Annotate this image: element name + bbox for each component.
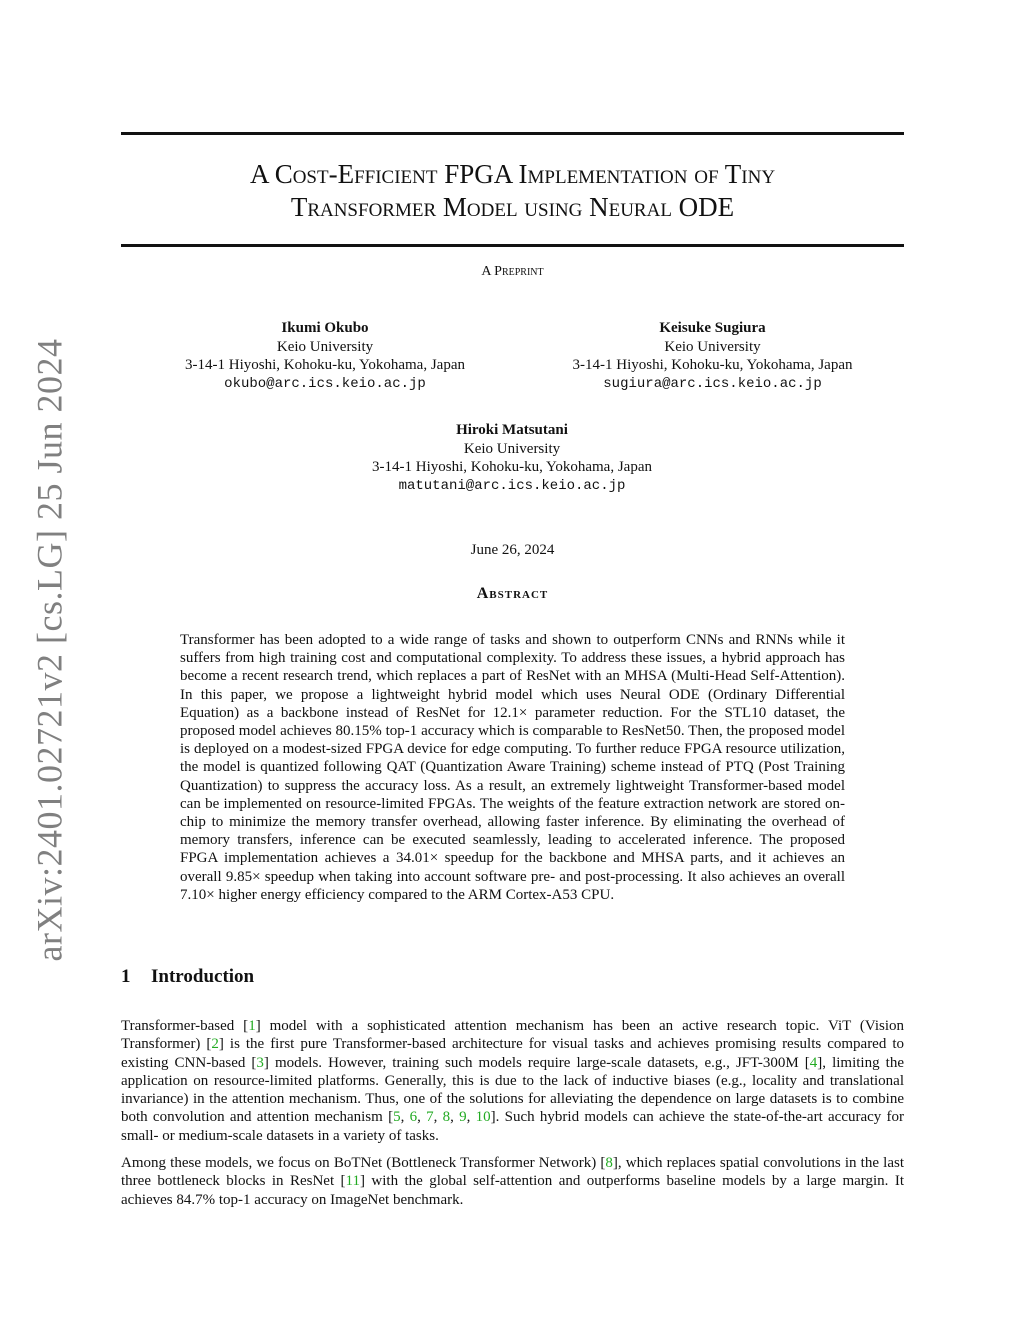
citation-link[interactable]: 10 (475, 1109, 491, 1126)
author-address: 3-14-1 Hiyoshi, Kohoku-ku, Yokohama, Japan (372, 459, 652, 475)
text-run: ] models. However, training such models require large-scale datasets, e.g., JFT-300M [ (263, 1054, 810, 1071)
author-name: Keisuke Sugiura (659, 320, 766, 336)
text-run: ] with the global self-attention and outperforms baseline models by a large margin. It achieves 84.7% top-1 accuracy on ImageNet benchmark. (121, 1173, 905, 1208)
citation-link[interactable]: 5 (393, 1109, 401, 1126)
title-bottom-rule (121, 244, 904, 247)
title-top-rule (121, 132, 904, 135)
text-run: ], limiting the application on resource-limited platforms. Generally, this is due to the lack of inductive biases (e.g., locality and translational invariance) in the attention mechanism. Thus, one of the solutions for alleviating the dependence on large datasets is to combine both convolution and attention mechanism [ (121, 1054, 904, 1126)
text-run: Transformer-based [ (121, 1018, 249, 1034)
section-number: 1 (121, 966, 131, 987)
abstract-text: Transformer has been adopted to a wide range of tasks and shown to outperform CNNs and RNNs while it suffers from high training cost and computational complexity. To address these issues, a hybrid approach has become a recent research trend, which replaces a part of ResNet with an MHSA (Multi-Head Self-Attention). In this paper, we propose a lightweight hybrid model which uses Neural ODE (Ordinary Differential Equation) as a backbone instead of ResNet for 12.1× parameter reduction. For the STL10 dataset, the proposed model achieves 80.15% top-1 accuracy which is comparable to ResNet50. Then, the proposed model is deployed on a modest-sized FPGA device for edge computing. To further reduce FPGA resource utilization, the model is quantized following QAT (Quantization Aware Training) scheme instead of PTQ (Post Training Quantization) to suppress the accuracy loss. As a result, an extremely lightweight Transformer-based model can be implemented on resource-limited FPGAs. The weights of the feature extraction network are stored on-chip to minimize the memory transfer overhead, allowing faster inference. By eliminating the overhead of memory transfers, inference can be executed seamlessly, leading to accelerated inference. The proposed FPGA implementation achieves a 34.01× speedup for the backbone and MHSA parts, and it achieves an overall 9.85× speedup when taking into account software pre- and post-processing. It also achieves an overall 7.10× higher energy efficiency compared to the ARM Cortex-A53 CPU. (180, 632, 845, 903)
section-title: Introduction (151, 966, 255, 987)
paper-title (121, 158, 904, 224)
citation-link[interactable]: 4 (809, 1054, 818, 1071)
text-run: ] is the first pure Transformer-based architecture for visual tasks and achieves promising results compared to existing CNN-based [ (121, 1036, 904, 1071)
text-run: ], which replaces spatial convolutions in the last three bottleneck blocks in ResNet [ (121, 1155, 904, 1190)
preprint-label: A Preprint (481, 264, 544, 279)
author-name: Ikumi Okubo (281, 320, 369, 336)
author-affiliation: Keio University (463, 440, 561, 457)
title-line-1: A Cost-Efficient FPGA Implementation of Tiny (249, 159, 776, 189)
arxiv-stamp-text: arXiv:2401.02721v2 [cs.LG] 25 Jun 2024 (29, 338, 69, 962)
abstract-heading: Abstract (476, 585, 549, 602)
author-email[interactable]: okubo@arc.ics.keio.ac.jp (224, 375, 426, 392)
citation-link[interactable]: 2 (211, 1036, 219, 1053)
citation-link[interactable]: 7 (426, 1109, 434, 1126)
author-address: 3-14-1 Hiyoshi, Kohoku-ku, Yokohama, Japan (572, 357, 853, 373)
text-run: ]. Such hybrid models can achieve the state-of-the-art accuracy for small- or medium-scale datasets in a variety of tasks. (121, 1109, 905, 1144)
intro-paragraph-2 (121, 1154, 904, 1209)
citation-link[interactable]: 9 (459, 1109, 467, 1126)
author-email[interactable]: matutani@arc.ics.keio.ac.jp (398, 477, 626, 494)
citation-link[interactable]: 11 (345, 1173, 360, 1190)
citation-link[interactable]: 8 (605, 1155, 613, 1171)
title-line-2: Transformer Model using Neural ODE (290, 192, 735, 222)
section-heading-introduction (121, 966, 254, 988)
author-name: Hiroki Matsutani (456, 422, 568, 438)
author-block-2 (530, 319, 895, 393)
publication-date: June 26, 2024 (470, 542, 555, 558)
text-run: , (450, 1109, 460, 1126)
author-address: 3-14-1 Hiyoshi, Kohoku-ku, Yokohama, Japan (185, 357, 465, 373)
text-run: Among these models, we focus on BoTNet (Bottleneck Transformer Network) [ (121, 1155, 606, 1171)
text-run: , (433, 1109, 443, 1126)
citation-link[interactable]: 6 (409, 1109, 418, 1126)
author-block-3 (337, 421, 687, 495)
text-run: ] model with a sophisticated attention mechanism has been an active research topic. ViT (Vision Transformer) [ (121, 1018, 904, 1053)
citation-link[interactable]: 3 (256, 1054, 264, 1071)
author-affiliation: Keio University (664, 338, 761, 355)
author-block-1 (160, 319, 490, 393)
author-email[interactable]: sugiura@arc.ics.keio.ac.jp (603, 375, 822, 392)
citation-link[interactable]: 8 (442, 1109, 451, 1126)
text-run: , (400, 1109, 410, 1126)
citation-link[interactable]: 1 (248, 1018, 256, 1034)
text-run: , (417, 1109, 427, 1126)
intro-paragraph-1 (121, 1017, 904, 1145)
arxiv-identifier-stamp (24, 338, 74, 962)
text-run: , (466, 1109, 476, 1126)
author-affiliation: Keio University (276, 338, 374, 355)
